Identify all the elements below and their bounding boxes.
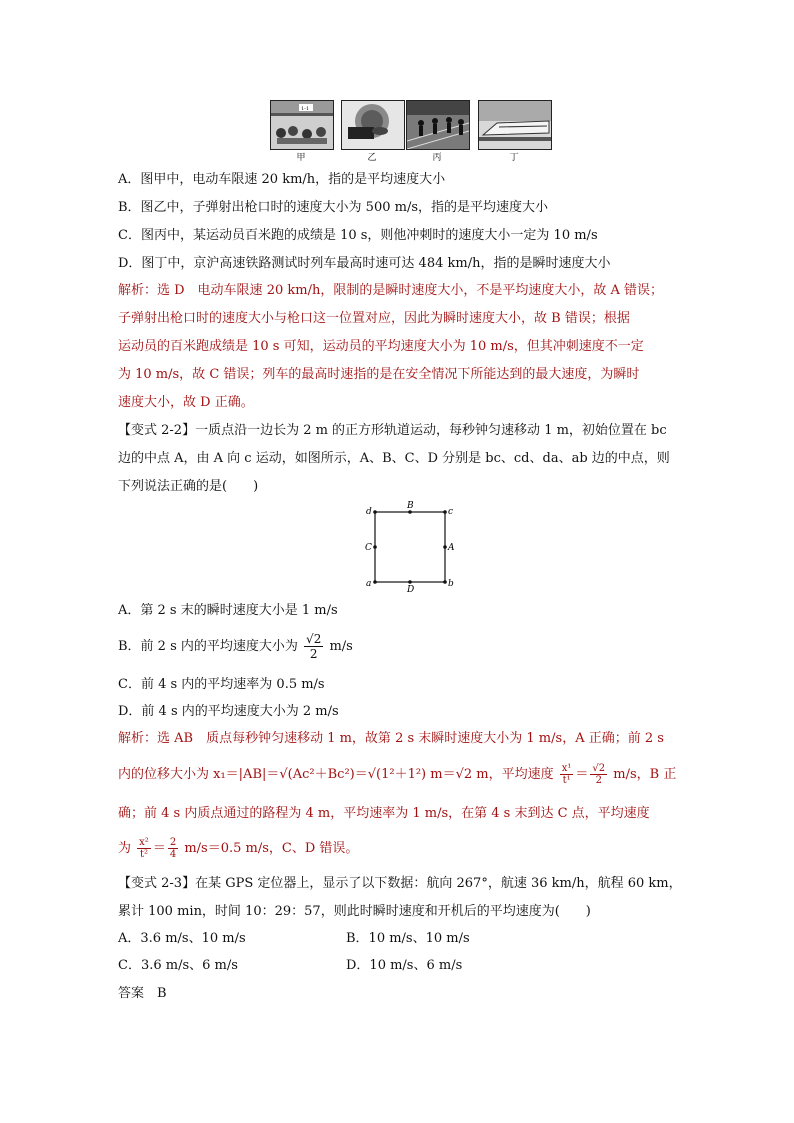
photo-bing <box>406 100 470 150</box>
q3-option-d: D．10 m/s、6 m/s <box>346 958 463 973</box>
q2-stem-line-1: 【变式 2-2】一质点沿一边长为 2 m 的正方形轨道运动，每秒钟匀速移动 1 m，初始位置在 bc <box>118 423 667 438</box>
q2-analysis-fraction-2 <box>590 763 607 786</box>
q3-stem-line-1: 【变式 2-3】在某 GPS 定位器上，显示了以下数据：航向 267°，航速 36 km/h，航程 60 km， <box>118 876 682 891</box>
q2-option-b-unit: m/s <box>329 639 353 654</box>
q2-analysis-line-4 <box>118 832 358 866</box>
photo-yi <box>341 100 405 150</box>
q2-analysis-fraction-3 <box>137 837 151 860</box>
q2-option-b-prefix: B．前 2 s 内的平均速度大小为 <box>118 639 298 654</box>
label-B: B <box>407 501 414 511</box>
label-a: a <box>366 579 372 589</box>
fraction-numerator: 2 <box>169 837 177 848</box>
photo-jia <box>270 100 334 150</box>
q1-analysis-line-3: 运动员的百米跑成绩是 10 s 可知，运动员的平均速度大小为 10 m/s，但其冲刺速度不一定 <box>118 339 644 354</box>
q2-option-b <box>118 630 353 664</box>
q2-analysis-line-2 <box>118 758 676 792</box>
label-d: d <box>366 507 372 517</box>
q2-analysis-line-2-tail: m/s，B 正 <box>613 767 677 782</box>
fraction-denominator: 4 <box>169 849 177 860</box>
q2-analysis-line-4-tail: m/s＝0.5 m/s，C、D 错误。 <box>184 841 359 856</box>
q2-analysis-line-4-text: 为 <box>118 841 132 856</box>
label-c: c <box>448 507 454 517</box>
caption-ding: 丁 <box>509 153 519 163</box>
fraction-numerator: √2 <box>592 763 606 774</box>
q1-analysis-line-2: 子弹射出枪口时的速度大小与枪口这一位置对应，因此为瞬时速度大小，故 B 错误；根据 <box>118 311 630 326</box>
q1-option-a: A．图甲中，电动车限速 20 km/h，指的是平均速度大小 <box>118 172 446 187</box>
label-A: A <box>448 543 455 553</box>
speed-sign-text: 1-1 <box>301 106 310 112</box>
fraction-denominator: 2 <box>309 647 318 661</box>
photo-ding <box>478 100 552 150</box>
fraction-numerator: x² <box>139 837 149 848</box>
q1-option-c: C．图丙中，某运动员百米跑的成绩是 10 s，则他冲刺时的速度大小一定为 10 m/s <box>118 228 598 243</box>
q2-analysis-line-3: 确；前 4 s 内质点通过的路程为 4 m，平均速率为 1 m/s，在第 4 s 末到达 C 点，平均速度 <box>118 806 650 821</box>
q1-analysis-line-5: 速度大小，故 D 正确。 <box>118 395 254 410</box>
label-D: D <box>407 585 415 595</box>
q2-analysis-line-2-text: 内的位移大小为 x₁＝|AB|＝√(Ac²＋Bc²)＝√(1²＋1²) m＝√2 m，平均速度 <box>118 767 554 782</box>
q1-analysis-line-1: 解析：选 D 电动车限速 20 km/h，限制的是瞬时速度大小，不是平均速度大小，故 A 错误； <box>118 283 663 298</box>
caption-yi: 乙 <box>367 153 377 163</box>
q2-option-d: D．前 4 s 内的平均速度大小为 2 m/s <box>118 704 339 719</box>
q3-answer: 答案 B <box>118 986 167 1001</box>
label-b: b <box>448 579 454 589</box>
q2-stem-line-2: 边的中点 A，由 A 向 c 运动，如图所示，A、B、C、D 分别是 bc、cd、da、ab 边的中点，则 <box>118 451 670 466</box>
fraction-denominator: 2 <box>595 775 602 786</box>
q3-stem-line-2: 累计 100 min，时间 10：29：57，则此时瞬时速度和开机后的平均速度为( ) <box>118 904 591 919</box>
label-C: C <box>365 543 372 553</box>
q1-analysis-line-4: 为 10 m/s，故 C 错误；列车的最高时速指的是在安全情况下所能达到的最大速度，为瞬时 <box>118 367 640 382</box>
q2-stem-line-3: 下列说法正确的是( ) <box>118 479 259 494</box>
fraction-numerator: √2 <box>306 632 322 646</box>
fraction-denominator: t² <box>139 849 148 860</box>
fraction-numerator: x¹ <box>561 763 572 774</box>
q2-option-c: C．前 4 s 内的平均速率为 0.5 m/s <box>118 677 325 692</box>
fraction-denominator: t¹ <box>562 775 571 786</box>
q1-option-d: D．图丁中，京沪高速铁路测试时列车最高时速可达 484 km/h，指的是瞬时速度大小 <box>118 256 611 271</box>
q3-option-a: A．3.6 m/s、10 m/s <box>118 931 246 946</box>
q2-analysis-line-1: 解析：选 AB 质点每秒钟匀速移动 1 m，故第 2 s 末瞬时速度大小为 1 m/s，A 正确；前 2 s <box>118 731 664 746</box>
q2-option-a: A．第 2 s 末的瞬时速度大小是 1 m/s <box>118 603 338 618</box>
q2-option-b-fraction <box>304 632 323 661</box>
q3-option-c: C．3.6 m/s、6 m/s <box>118 958 238 973</box>
caption-bing: 丙 <box>432 153 442 163</box>
square-track-diagram <box>360 500 460 595</box>
q2-analysis-fraction-1 <box>560 763 574 786</box>
q2-analysis-fraction-4 <box>168 837 178 860</box>
caption-jia: 甲 <box>296 153 306 163</box>
equals-sign: ＝ <box>152 841 166 856</box>
equals-sign: ＝ <box>575 767 589 782</box>
q1-option-b: B．图乙中，子弹射出枪口时的速度大小为 500 m/s，指的是平均速度大小 <box>118 200 549 215</box>
q3-option-b: B．10 m/s、10 m/s <box>346 931 470 946</box>
